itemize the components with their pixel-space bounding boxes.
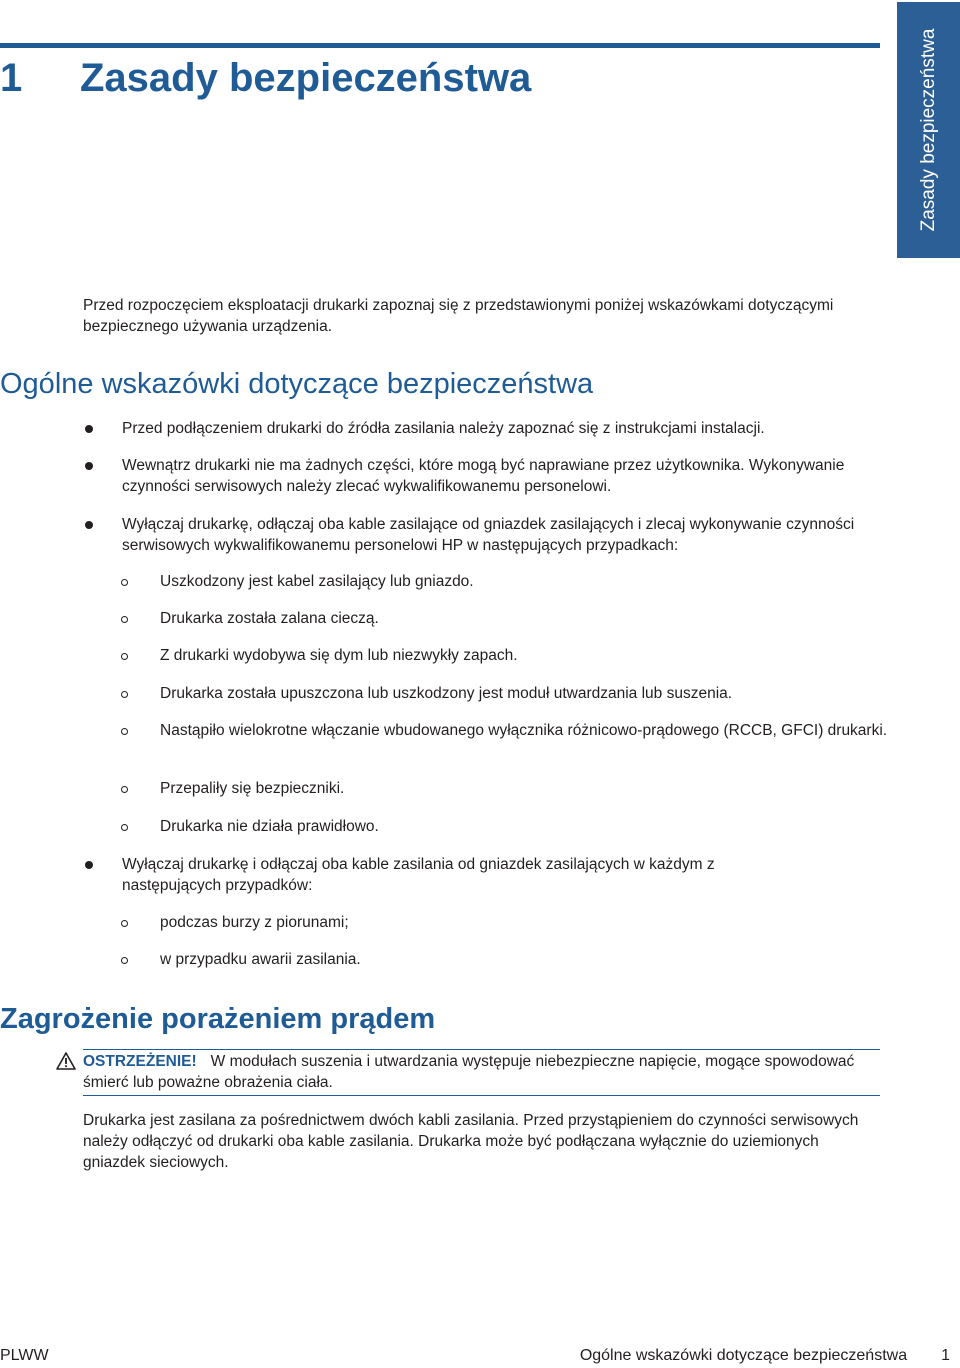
sub-list-item: Drukarka nie działa prawidłowo. xyxy=(160,818,379,835)
sub-bullet-marker xyxy=(121,728,128,735)
side-tab xyxy=(897,2,960,258)
bullet-item: Wyłączaj drukarkę i odłączaj oba kable zasilania od gniazdek zasilających w każdym z następujących przypadków: xyxy=(122,856,715,894)
warning-bottom-rule xyxy=(83,1095,880,1096)
warning-triangle-icon xyxy=(56,1052,76,1070)
sub-bullet-marker xyxy=(121,579,128,586)
footer-running-title xyxy=(580,1347,950,1365)
footer-section-title: Ogólne wskazówki dotyczące bezpieczeństwa xyxy=(579,1347,908,1364)
warning-text: W modułach suszenia i utwardzania występuje niebezpieczne napięcie, mogące spowodować śmierć lub poważne obrażenia ciała. xyxy=(83,1053,855,1091)
sub-bullet-marker xyxy=(121,957,128,964)
sub-list-item: Przepaliły się bezpieczniki. xyxy=(160,780,345,797)
bullet-dot xyxy=(85,425,93,433)
bullet-item: Przed podłączeniem drukarki do źródła zasilania należy zapoznać się z instrukcjami instalacji. xyxy=(122,420,765,437)
sub-bullet-marker xyxy=(121,691,128,698)
chapter-title xyxy=(0,52,531,104)
side-tab-label: Zasady bezpieczeństwa xyxy=(917,28,939,232)
bullet-item: Wyłączaj drukarkę, odłączaj oba kable zasilające od gniazdek zasilających i zlecaj wykonywanie czynności serwisowych wykwalifikowanemu personelowi HP w następujących przypadkach: xyxy=(122,516,855,554)
bullet-dot xyxy=(85,462,93,470)
sub-list-item: w przypadku awarii zasilania. xyxy=(160,951,361,968)
sub-bullet-marker xyxy=(121,786,128,793)
power-cables-paragraph: Drukarka jest zasilana za pośrednictwem dwóch kabli zasilania. Przed przystąpieniem do czynności serwisowych należy odłączyć od drukarki oba kable zasilania. Drukarka może być podłączana wyłącznie do uziemionych gniazdek sieciowych. xyxy=(83,1112,859,1171)
warning-box xyxy=(83,1052,873,1094)
bullet-dot xyxy=(85,521,93,529)
warning-top-rule xyxy=(83,1049,880,1050)
footer-doc-code: PLWW xyxy=(0,1347,49,1364)
top-rule xyxy=(0,43,880,48)
intro-paragraph: Przed rozpoczęciem eksploatacji drukarki zapoznaj się z przedstawionymi poniżej wskazówkami dotyczącymi bezpiecznego używania urządzenia. xyxy=(83,297,834,335)
bullet-item: Wewnątrz drukarki nie ma żadnych części, które mogą być naprawiane przez użytkownika. Wykonywanie czynności serwisowych należy zlecać wykwalifikowanemu personelowi. xyxy=(122,457,845,495)
sub-bullet-marker xyxy=(121,616,128,623)
chapter-number: 1 xyxy=(0,56,23,100)
chapter-title-text: Zasady bezpieczeństwa xyxy=(80,56,532,100)
sub-list-item: Nastąpiło wielokrotne włączanie wbudowanego wyłącznika różnicowo-prądowego (RCCB, GFCI) drukarki. xyxy=(160,722,888,739)
warning-label: OSTRZEŻENIE! xyxy=(83,1053,197,1070)
page-number: 1 xyxy=(941,1347,950,1364)
section-title-general-safety: Ogólne wskazówki dotyczące bezpieczeństwa xyxy=(0,368,594,400)
sub-list-item: Uszkodzony jest kabel zasilający lub gniazdo. xyxy=(160,573,474,590)
sub-bullet-marker xyxy=(121,824,128,831)
sub-list-item: Drukarka została upuszczona lub uszkodzony jest moduł utwardzania lub suszenia. xyxy=(160,685,733,702)
sub-list-item: podczas burzy z piorunami; xyxy=(160,914,349,931)
sub-bullet-marker xyxy=(121,653,128,660)
bullet-dot xyxy=(85,861,93,869)
sub-bullet-marker xyxy=(121,920,128,927)
sub-list-item: Z drukarki wydobywa się dym lub niezwykły zapach. xyxy=(160,647,518,664)
sub-list-item: Drukarka została zalana cieczą. xyxy=(160,610,379,627)
section-title-electric-shock: Zagrożenie porażeniem prądem xyxy=(0,1003,436,1035)
